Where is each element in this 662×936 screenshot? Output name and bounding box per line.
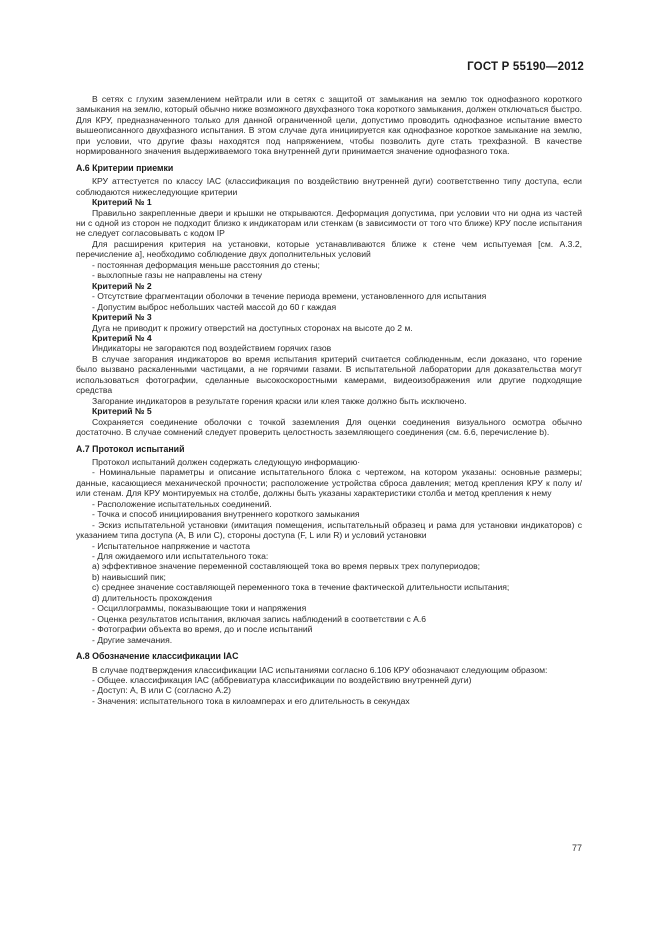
list-item: - Номинальные параметры и описание испытательного блока с чертежом, на котором указаны: основные размеры; данные, касающиеся механической прочности; расположение устройства сброса давления; метод крепления КРУ к полу и/или стенам. Для КРУ монтируемых на столбе, должны быть указаны характеристики столба и метод крепления к нему (76, 467, 582, 499)
criterion-heading: Критерий № 1 (92, 197, 152, 208)
criterion-heading: Критерий № 5 (92, 406, 152, 417)
list-item: b) наивысший пик; (92, 571, 166, 582)
list-item: - Доступ: А, В или С (согласно А.2) (92, 685, 231, 696)
list-item: - Значения: испытательного тока в килоамперах и его длительность в секундах (92, 695, 410, 706)
paragraph: В сетях с глухим заземлением нейтрали или в сетях с защитой от замыкания на землю ток однофазного короткого замыкания на землю, который обычно ниже возможного двухфазного тока короткого замыкания, должен отключаться быстро. Для КРУ, предназначенного только для данной ограниченной цели, допустимо проводить однофазное испытание вместо вышеописанного двухфазного испытания. В этом случае дуга инициируется как однофазное короткое замыкание на землю, при условии, что другие фазы находятся под напряжением, чтобы позволить дуге стать трехфазной. В качестве нормированного значения выдерживаемого тока внутренней дуги принимается значение однофазного тока. (76, 94, 582, 157)
list-item: с) среднее значение составляющей переменного тока в течение фактической длительности испытания; (92, 582, 510, 593)
paragraph: КРУ аттестуется по классу IAC (классификация по воздействию внутренней дуги) соответственно типу доступа, если соблюдаются нижеследующие критерии (76, 176, 582, 197)
paragraph: Сохраняется соединение оболочки с точкой заземления Для оценки соединения визуального осмотра обычно достаточно. В случае сомнений следует проверить целостность заземляющего соединения (см. 6.6, перечисление b). (76, 416, 582, 438)
list-item: - Эскиз испытательной установки (имитация помещения, испытательный образец и рама для установки индикаторов) с указанием типа доступа (А, В или С), стороны доступа (F, L или R) и условий установки (76, 519, 582, 541)
criterion-heading: Критерий № 3 (92, 312, 152, 323)
list-item: - постоянная деформация меньше расстояния до стены; (92, 259, 320, 270)
paragraph: Дуга не приводит к прожигу отверстий на доступных сторонах на высоте до 2 м. (92, 322, 413, 333)
list-item: - Оценка результатов испытания, включая запись наблюдений в соответствии с А.6 (92, 613, 427, 624)
list-item: - выхлопные газы не направлены на стену (92, 270, 263, 281)
paragraph: Для расширения критерия на установки, которые устанавливаются ближе к стене чем испытуемая [см. А.3.2, перечисление а], необходимо соблюдение двух дополнительных условий (76, 238, 582, 260)
list-item: - Отсутствие фрагментации оболочки в течение периода времени, установленного для испытания (92, 291, 487, 302)
paragraph: Индикаторы не загораются под воздействием горячих газов (92, 343, 332, 354)
paragraph: Правильно закрепленные двери и крышки не открываются. Деформация допустима, при условии что ни одна из частей ни с одной из сторон не подходит близко к индикаторам или стенкам (в зависимости от того что ближе) КРУ после испытания не следует согласовывать с кодом IP (76, 207, 582, 239)
list-item: а) эффективное значение переменной составляющей тока во время первых трех полупериодов; (92, 561, 481, 572)
section-heading: А.6 Критерии приемки (76, 162, 174, 173)
list-item: - Допустим выброс небольших частей массой до 60 г каждая (92, 301, 337, 312)
paragraph: Загорание индикаторов в результате горения краски или клея также должно быть исключено. (92, 395, 467, 406)
list-item: - Фотографии объекта во время, до и после испытаний (92, 624, 313, 635)
criterion-heading: Критерий № 2 (92, 280, 152, 291)
list-item: d) длительность прохождения (92, 592, 213, 603)
section-heading: А.8 Обозначение классификации IAC (76, 651, 239, 662)
list-item: - Для ожидаемого или испытательного тока: (92, 551, 269, 562)
list-item: - Расположение испытательных соединений. (92, 498, 272, 509)
paragraph: В случае загорания индикаторов во время испытания критерий считается соблюденным, если доказано, что горение было вызвано раскаленными частицами, а не горячими газами. В испытательной лаборатории для доказательства могут использоваться фотографии, сделанные высокоскоростными камерами, видеоизображения или другие подходящие средства (76, 353, 582, 396)
list-item: - Испытательное напряжение и частота (92, 540, 251, 551)
section-heading: А.7 Протокол испытаний (76, 443, 185, 454)
paragraph: В случае подтверждения классификации IAC испытаниями согласно 6.106 КРУ обозначают следующим образом: (92, 664, 548, 675)
list-item: - Осциллограммы, показывающие токи и напряжения (92, 603, 307, 614)
document-body (76, 94, 582, 706)
paragraph: Протокол испытаний должен содержать следующую информацию· (92, 456, 361, 467)
list-item: - Точка и способ инициирования внутреннего короткого замыкания (92, 509, 360, 520)
page-number: 77 (571, 843, 582, 853)
list-item: - Другие замечания. (92, 634, 173, 645)
list-item: - Общее. классификация IAC (аббревиатура классификации по воздействию внутренней дуги) (92, 675, 472, 686)
criterion-heading: Критерий № 4 (92, 332, 152, 343)
document-header: ГОСТ Р 55190—2012 (467, 61, 584, 73)
